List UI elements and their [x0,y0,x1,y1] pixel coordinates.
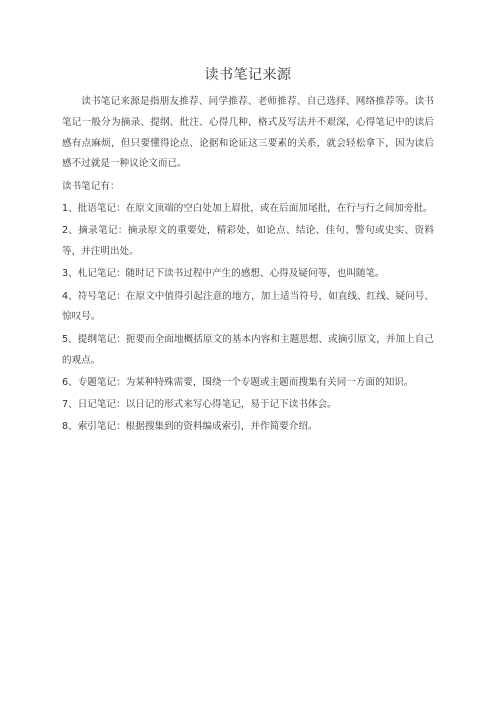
intro-paragraph: 读书笔记来源是指朋友推荐、同学推荐、老师推荐、自己选择、网络推荐等。读书笔记一般分为摘录、提纲、批注、心得几种，格式及写法并不艰深，心得笔记中的读后感有点麻烦，但只要懂得论点、论据和论证这三要素的关系，就会轻松拿下，因为读后感不过就是一种议论文而已。 [62,96,434,170]
list-item-4: 4、符号笔记：在原文中值得引起注意的地方，加上适当符号，如直线、红线、疑问号、惊叹号。 [62,290,434,323]
list-item-2: 2、摘录笔记：摘录原文的重要处，精彩处，如论点、结论、佳句、警句或史实、资料等，并注明出处。 [62,225,434,258]
document-title: 读书笔记来源 [204,67,292,83]
list-item-1: 1、批语笔记：在原文顶端的空白处加上眉批，或在后面加尾批，在行与行之间加旁批。 [62,202,433,214]
list-item-5: 5、提纲笔记：扼要而全面地概括原文的基本内容和主题思想、或摘引原文，并加上自己的观点。 [62,333,434,366]
list-heading: 读书笔记有： [62,180,120,192]
list-item-6: 6、专题笔记：为某种特殊需要，围绕一个专题或主题而搜集有关同一方面的知识。 [62,376,414,388]
document-body [62,92,434,440]
list-item-8: 8、索引笔记：根据搜集到的资料编成索引，并作简要介绍。 [62,421,318,433]
list-item-7: 7、日记笔记：以日记的形式来写心得笔记，易于记下读书体会。 [62,399,337,411]
list-item-3: 3、札记笔记：随时记下读书过程中产生的感想、心得及疑问等，也叫随笔。 [62,268,385,280]
